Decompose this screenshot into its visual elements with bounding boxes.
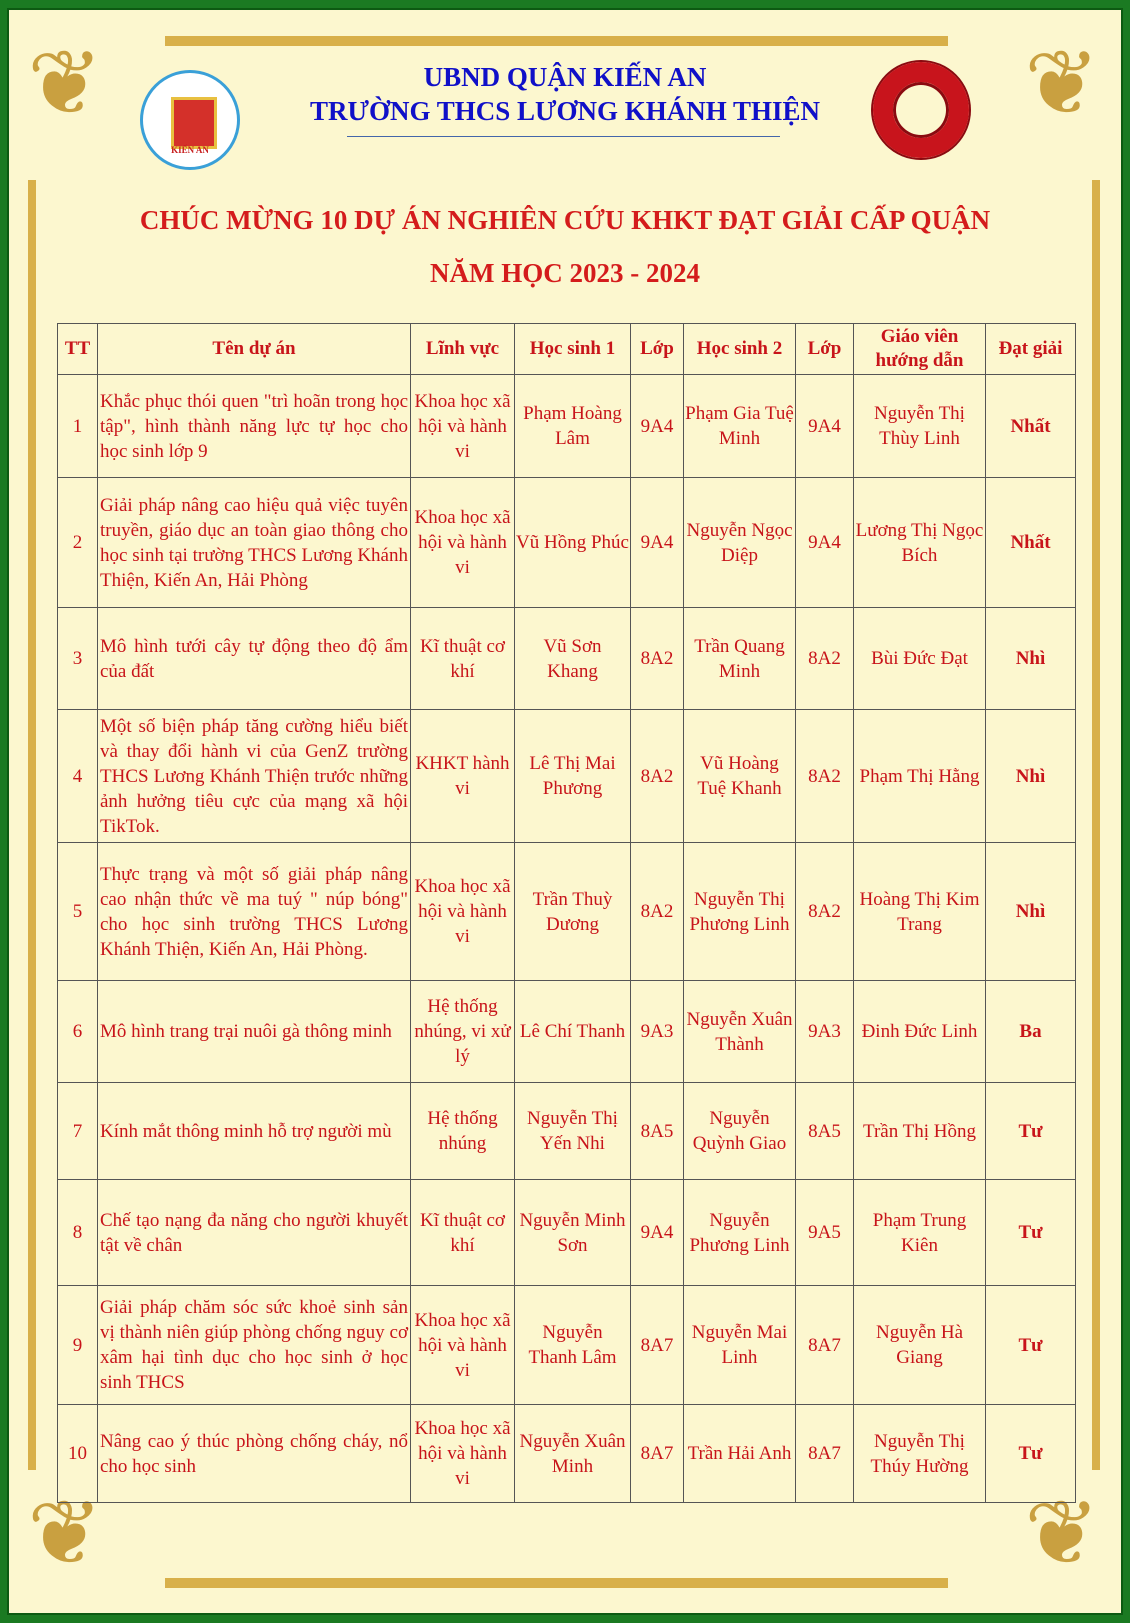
field-cell: Khoa học xã hội và hành vi <box>411 478 515 608</box>
prize-cell: Nhì <box>986 843 1076 981</box>
column-header: Giáo viên hướng dẫn <box>854 324 986 375</box>
column-header: Lĩnh vực <box>411 324 515 375</box>
project-name-cell: Khắc phục thói quen "trì hoãn trong học tập", hình thành năng lực tự học cho học sinh lớp 9 <box>98 375 411 478</box>
teacher-cell: Bùi Đức Đạt <box>854 608 986 710</box>
table-row <box>58 843 1076 981</box>
student-1-cell: Nguyễn Xuân Minh <box>515 1405 631 1503</box>
school-name: TRƯỜNG THCS LƯƠNG KHÁNH THIỆN <box>309 96 821 126</box>
teacher-cell: Trần Thị Hồng <box>854 1083 986 1180</box>
prize-cell: Ba <box>986 981 1076 1083</box>
project-name-cell: Kính mắt thông minh hỗ trợ người mù <box>98 1083 411 1180</box>
student-2-cell: Trần Quang Minh <box>684 608 796 710</box>
class-2-cell: 8A2 <box>796 710 854 843</box>
teacher-cell: Phạm Thị Hằng <box>854 710 986 843</box>
table-row <box>58 1083 1076 1180</box>
student-1-cell: Nguyễn Thanh Lâm <box>515 1286 631 1405</box>
poster-title: CHÚC MỪNG 10 DỰ ÁN NGHIÊN CỨU KHKT ĐẠT GIẢI CẤP QUẬN <box>139 205 991 235</box>
student-1-cell: Phạm Hoàng Lâm <box>515 375 631 478</box>
column-header: Học sinh 1 <box>515 324 631 375</box>
ornament-bottom-right-icon: ❦ <box>1024 1485 1100 1584</box>
prize-cell: Nhì <box>986 608 1076 710</box>
row-number-cell: 1 <box>58 375 98 478</box>
project-name-cell: Một số biện pháp tăng cường hiểu biết và thay đổi hành vi của GenZ trường THCS Lương Khánh Thiện trước những ảnh hưởng tiêu cực của mạng xã hội TikTok. <box>98 710 411 843</box>
class-2-cell: 8A7 <box>796 1286 854 1405</box>
field-cell: KHKT hành vi <box>411 710 515 843</box>
prize-cell: Tư <box>986 1180 1076 1286</box>
student-1-cell: Vũ Sơn Khang <box>515 608 631 710</box>
student-2-cell: Nguyễn Quỳnh Giao <box>684 1083 796 1180</box>
student-1-cell: Lê Thị Mai Phương <box>515 710 631 843</box>
student-2-cell: Trần Hải Anh <box>684 1405 796 1503</box>
table-header-row <box>58 324 1076 375</box>
field-cell: Hệ thống nhúng <box>411 1083 515 1180</box>
prize-cell: Tư <box>986 1083 1076 1180</box>
teacher-cell: Nguyễn Hà Giang <box>854 1286 986 1405</box>
row-number-cell: 7 <box>58 1083 98 1180</box>
school-year: NĂM HỌC 2023 - 2024 <box>430 258 700 288</box>
prize-cell: Tư <box>986 1405 1076 1503</box>
table-row <box>58 710 1076 843</box>
student-1-cell: Lê Chí Thanh <box>515 981 631 1083</box>
table-row <box>58 608 1076 710</box>
ornament-bottom-left-icon: ❦ <box>27 1485 103 1584</box>
row-number-cell: 2 <box>58 478 98 608</box>
class-1-cell: 9A4 <box>631 375 684 478</box>
row-number-cell: 3 <box>58 608 98 710</box>
logo-caption: KIẾN AN <box>171 145 209 155</box>
prize-cell: Tư <box>986 1286 1076 1405</box>
class-1-cell: 8A7 <box>631 1405 684 1503</box>
district-name: UBND QUẬN KIẾN AN <box>423 62 707 92</box>
student-2-cell: Nguyễn Thị Phương Linh <box>684 843 796 981</box>
table-row <box>58 375 1076 478</box>
field-cell: Khoa học xã hội và hành vi <box>411 843 515 981</box>
teacher-cell: Nguyễn Thị Thùy Linh <box>854 375 986 478</box>
field-cell: Kĩ thuật cơ khí <box>411 1180 515 1286</box>
student-2-cell: Nguyễn Mai Linh <box>684 1286 796 1405</box>
field-cell: Khoa học xã hội và hành vi <box>411 1405 515 1503</box>
header-underline <box>347 136 780 137</box>
student-2-cell: Nguyễn Ngọc Diệp <box>684 478 796 608</box>
class-2-cell: 9A4 <box>796 375 854 478</box>
column-header: Lớp <box>631 324 684 375</box>
class-2-cell: 9A3 <box>796 981 854 1083</box>
class-1-cell: 8A2 <box>631 843 684 981</box>
class-2-cell: 8A2 <box>796 608 854 710</box>
class-1-cell: 9A4 <box>631 1180 684 1286</box>
class-1-cell: 8A7 <box>631 1286 684 1405</box>
column-header: Lớp <box>796 324 854 375</box>
project-name-cell: Mô hình trang trại nuôi gà thông minh <box>98 981 411 1083</box>
student-2-cell: Vũ Hoàng Tuệ Khanh <box>684 710 796 843</box>
table-row <box>58 1180 1076 1286</box>
table-row <box>58 478 1076 608</box>
student-1-cell: Nguyễn Thị Yến Nhi <box>515 1083 631 1180</box>
class-2-cell: 9A5 <box>796 1180 854 1286</box>
row-number-cell: 5 <box>58 843 98 981</box>
row-number-cell: 10 <box>58 1405 98 1503</box>
class-2-cell: 9A4 <box>796 478 854 608</box>
table-row <box>58 981 1076 1083</box>
student-2-cell: Phạm Gia Tuệ Minh <box>684 375 796 478</box>
project-name-cell: Giải pháp chăm sóc sức khoẻ sinh sản vị thành niên giúp phòng chống nguy cơ xâm hại tình dục cho học sinh ở học sinh THCS <box>98 1286 411 1405</box>
class-1-cell: 8A2 <box>631 608 684 710</box>
class-2-cell: 8A5 <box>796 1083 854 1180</box>
student-1-cell: Nguyễn Minh Sơn <box>515 1180 631 1286</box>
project-name-cell: Thực trạng và một số giải pháp nâng cao nhận thức về ma tuý " núp bóng" cho học sinh trường THCS Lương Khánh Thiện, Kiến An, Hải Phòng. <box>98 843 411 981</box>
table-row <box>58 1286 1076 1405</box>
field-cell: Khoa học xã hội và hành vi <box>411 375 515 478</box>
column-header: Tên dự án <box>98 324 411 375</box>
teacher-cell: Hoàng Thị Kim Trang <box>854 843 986 981</box>
row-number-cell: 4 <box>58 710 98 843</box>
class-1-cell: 9A3 <box>631 981 684 1083</box>
student-2-cell: Nguyễn Xuân Thành <box>684 981 796 1083</box>
project-name-cell: Mô hình tưới cây tự động theo độ ẩm của đất <box>98 608 411 710</box>
student-2-cell: Nguyễn Phương Linh <box>684 1180 796 1286</box>
prize-cell: Nhất <box>986 375 1076 478</box>
column-header: Học sinh 2 <box>684 324 796 375</box>
top-gold-bar <box>165 36 948 46</box>
ornament-top-right-icon: ❦ <box>1024 35 1100 134</box>
class-2-cell: 8A7 <box>796 1405 854 1503</box>
project-name-cell: Giải pháp nâng cao hiệu quả việc tuyên truyền, giáo dục an toàn giao thông cho học sinh tại trường THCS Lương Khánh Thiện, Kiến An, Hải Phòng <box>98 478 411 608</box>
column-header: Đạt giải <box>986 324 1076 375</box>
class-1-cell: 8A2 <box>631 710 684 843</box>
class-1-cell: 8A5 <box>631 1083 684 1180</box>
field-cell: Hệ thống nhúng, vi xử lý <box>411 981 515 1083</box>
project-name-cell: Nâng cao ý thúc phòng chống cháy, nổ cho học sinh <box>98 1405 411 1503</box>
bottom-gold-bar <box>165 1578 948 1588</box>
project-name-cell: Chế tạo nạng đa năng cho người khuyết tật về chân <box>98 1180 411 1286</box>
class-2-cell: 8A2 <box>796 843 854 981</box>
ornament-top-left-icon: ❦ <box>27 35 103 134</box>
row-number-cell: 8 <box>58 1180 98 1286</box>
row-number-cell: 6 <box>58 981 98 1083</box>
table-row <box>58 1405 1076 1503</box>
field-cell: Khoa học xã hội và hành vi <box>411 1286 515 1405</box>
awards-table <box>57 323 1076 1503</box>
teacher-cell: Phạm Trung Kiên <box>854 1180 986 1286</box>
field-cell: Kĩ thuật cơ khí <box>411 608 515 710</box>
teacher-cell: Lương Thị Ngọc Bích <box>854 478 986 608</box>
left-gold-bar <box>28 180 36 1470</box>
class-1-cell: 9A4 <box>631 478 684 608</box>
teacher-cell: Nguyễn Thị Thúy Hường <box>854 1405 986 1503</box>
prize-cell: Nhất <box>986 478 1076 608</box>
column-header: TT <box>58 324 98 375</box>
right-gold-bar <box>1092 180 1100 1470</box>
teacher-cell: Đinh Đức Linh <box>854 981 986 1083</box>
student-1-cell: Trần Thuỳ Dương <box>515 843 631 981</box>
prize-cell: Nhì <box>986 710 1076 843</box>
row-number-cell: 9 <box>58 1286 98 1405</box>
student-1-cell: Vũ Hồng Phúc <box>515 478 631 608</box>
